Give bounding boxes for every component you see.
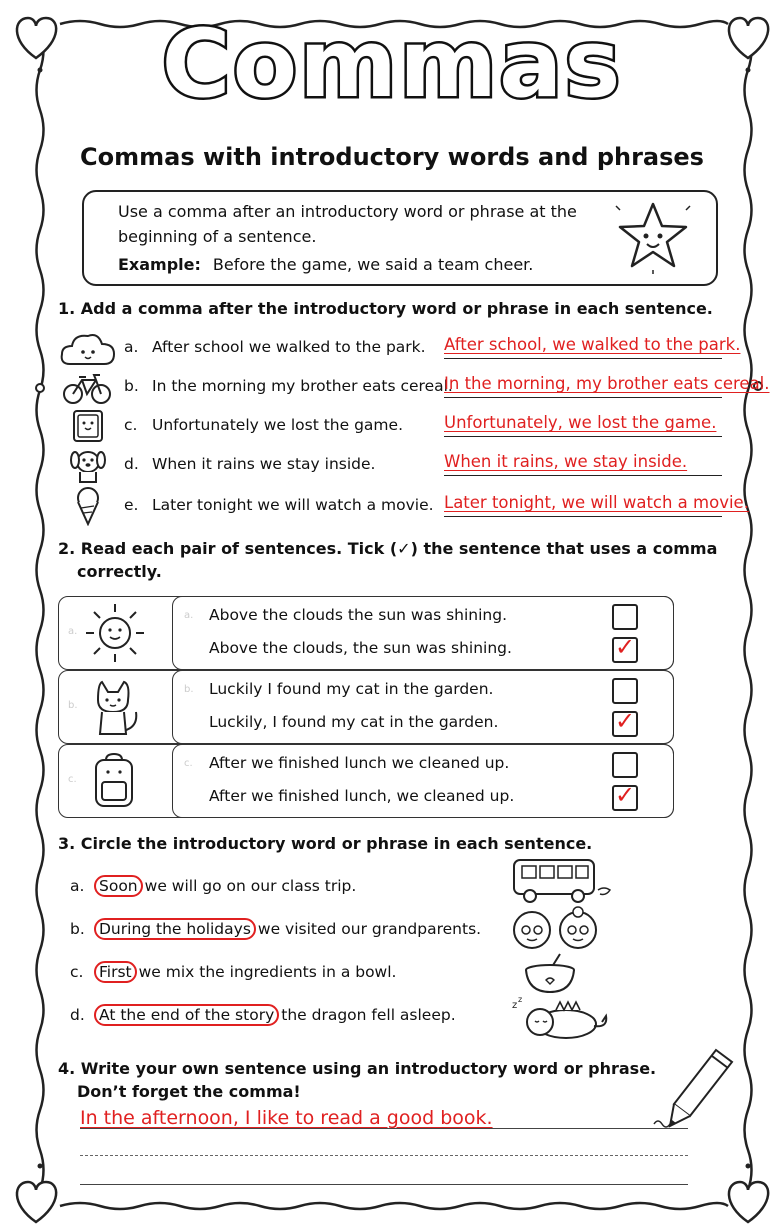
q2-option-first: Luckily I found my cat in the garden. (209, 680, 494, 698)
q2-option-first: After we finished lunch we cleaned up. (209, 754, 510, 772)
writing-line (80, 1128, 688, 1129)
q1-item-sentence: Unfortunately we lost the game. (152, 416, 403, 434)
q2-pair-letter: a. (68, 626, 78, 637)
check-mark-icon: ✓ (615, 781, 636, 809)
q1-item-letter: b. (124, 377, 139, 395)
q3-item-sentence (94, 918, 481, 940)
worksheet-title: Commas (161, 10, 623, 119)
svg-text:z: z (518, 995, 523, 1004)
circled-phrase[interactable]: First (94, 961, 137, 983)
grandparents-icon (508, 906, 602, 954)
q1-item-letter: c. (124, 416, 138, 434)
q1-prompt: 1. Add a comma after the introductory word or phrase in each sentence. (58, 299, 713, 318)
q1-item-sentence: Later tonight we will watch a movie. (152, 496, 434, 514)
tick-checkbox[interactable] (612, 707, 638, 737)
q1-item-letter: a. (124, 338, 139, 356)
q3-item-sentence (94, 1004, 456, 1026)
backpack-icon (88, 752, 140, 810)
cat-icon (86, 676, 144, 738)
worksheet-subtitle: Commas with introductory words and phrases (80, 143, 704, 171)
q3-item-letter: a. (70, 877, 85, 895)
sun-icon (82, 600, 148, 666)
q2-option-second: Above the clouds, the sun was shining. (209, 639, 512, 657)
q1-item-letter: d. (124, 455, 139, 473)
circled-phrase[interactable]: Soon (94, 875, 143, 897)
sleeping-dragon-icon (510, 994, 614, 1042)
q3-prompt: 3. Circle the introductory word or phrase in each sentence. (58, 834, 593, 853)
writing-line (80, 1184, 688, 1185)
q2-pair-letter-small: b. (184, 684, 194, 695)
tick-checkbox[interactable] (612, 752, 638, 778)
tick-checkbox[interactable] (612, 678, 638, 704)
tick-checkbox[interactable] (612, 633, 638, 663)
q2-option-second: Luckily, I found my cat in the garden. (209, 713, 499, 731)
q3-item-sentence (94, 875, 356, 897)
sentence-rest: the dragon fell asleep. (281, 1006, 456, 1024)
q2-pair-letter: b. (68, 700, 78, 711)
q2-pair-letter-small: c. (184, 758, 193, 769)
sentence-rest: we mix the ingredients in a bowl. (138, 963, 397, 981)
q4-prompt-line2: Don’t forget the comma! (77, 1082, 301, 1101)
mixing-bowl-icon (520, 952, 584, 996)
cloud-icon (58, 330, 118, 370)
q1-item-answer[interactable]: Later tonight, we will watch a movie. (444, 493, 749, 512)
svg-text:z: z (512, 1000, 518, 1011)
book-icon (68, 408, 108, 444)
q2-option-first: Above the clouds the sun was shining. (209, 606, 508, 624)
q2-option-second: After we finished lunch, we cleaned up. (209, 787, 515, 805)
rule-example (118, 255, 533, 274)
dog-icon (66, 446, 110, 486)
q4-prompt (58, 1057, 656, 1103)
answer-line (444, 397, 722, 398)
q4-prompt-line1: 4. Write your own sentence using an introductory word or phrase. (58, 1059, 657, 1078)
pencil-icon (652, 1044, 742, 1134)
q1-item-answer[interactable]: In the morning, my brother eats cereal. (444, 374, 770, 393)
example-text: Before the game, we said a team cheer. (212, 255, 534, 274)
answer-line (444, 475, 722, 476)
bicycle-icon (62, 372, 112, 406)
q2-prompt-line2: correctly. (77, 562, 162, 581)
star-icon (608, 196, 698, 276)
sentence-rest: we visited our grandparents. (257, 920, 482, 938)
q1-item-letter: e. (124, 496, 139, 514)
circled-phrase[interactable]: During the holidays (94, 918, 256, 940)
circled-phrase[interactable]: At the end of the story (94, 1004, 279, 1026)
check-mark-icon: ✓ (615, 633, 636, 661)
q2-prompt-line1: 2. Read each pair of sentences. Tick (✓) the sentence that uses a comma (58, 539, 718, 558)
writing-dashed-line (80, 1155, 688, 1156)
q2-prompt (58, 537, 717, 583)
q2-pair-letter-small: a. (184, 610, 194, 621)
q3-item-letter: c. (70, 963, 84, 981)
answer-line (444, 516, 722, 517)
q3-item-sentence (94, 961, 396, 983)
q1-item-sentence: After school we walked to the park. (152, 338, 426, 356)
q3-item-letter: d. (70, 1006, 85, 1024)
tick-checkbox[interactable] (612, 604, 638, 630)
q3-item-letter: b. (70, 920, 85, 938)
tick-checkbox[interactable] (612, 781, 638, 811)
q1-item-sentence: When it rains we stay inside. (152, 455, 376, 473)
q1-item-answer[interactable]: Unfortunately, we lost the game. (444, 413, 717, 432)
answer-line (444, 358, 722, 359)
rule-text: Use a comma after an introductory word or phrase at the beginning of a sentence. (118, 202, 577, 246)
q4-answer[interactable]: In the afternoon, I like to read a good book. (80, 1107, 493, 1129)
q1-item-sentence: In the morning my brother eats cereal. (152, 377, 453, 395)
ice-cream-icon (70, 486, 106, 526)
q2-pair-letter: c. (68, 774, 77, 785)
q1-item-answer[interactable]: When it rains, we stay inside. (444, 452, 688, 471)
q1-item-answer[interactable]: After school, we walked to the park. (444, 335, 741, 354)
check-mark-icon: ✓ (615, 707, 636, 735)
answer-line (444, 436, 722, 437)
example-label: Example: (118, 255, 201, 274)
sentence-rest: we will go on our class trip. (144, 877, 357, 895)
bus-icon (506, 854, 614, 906)
